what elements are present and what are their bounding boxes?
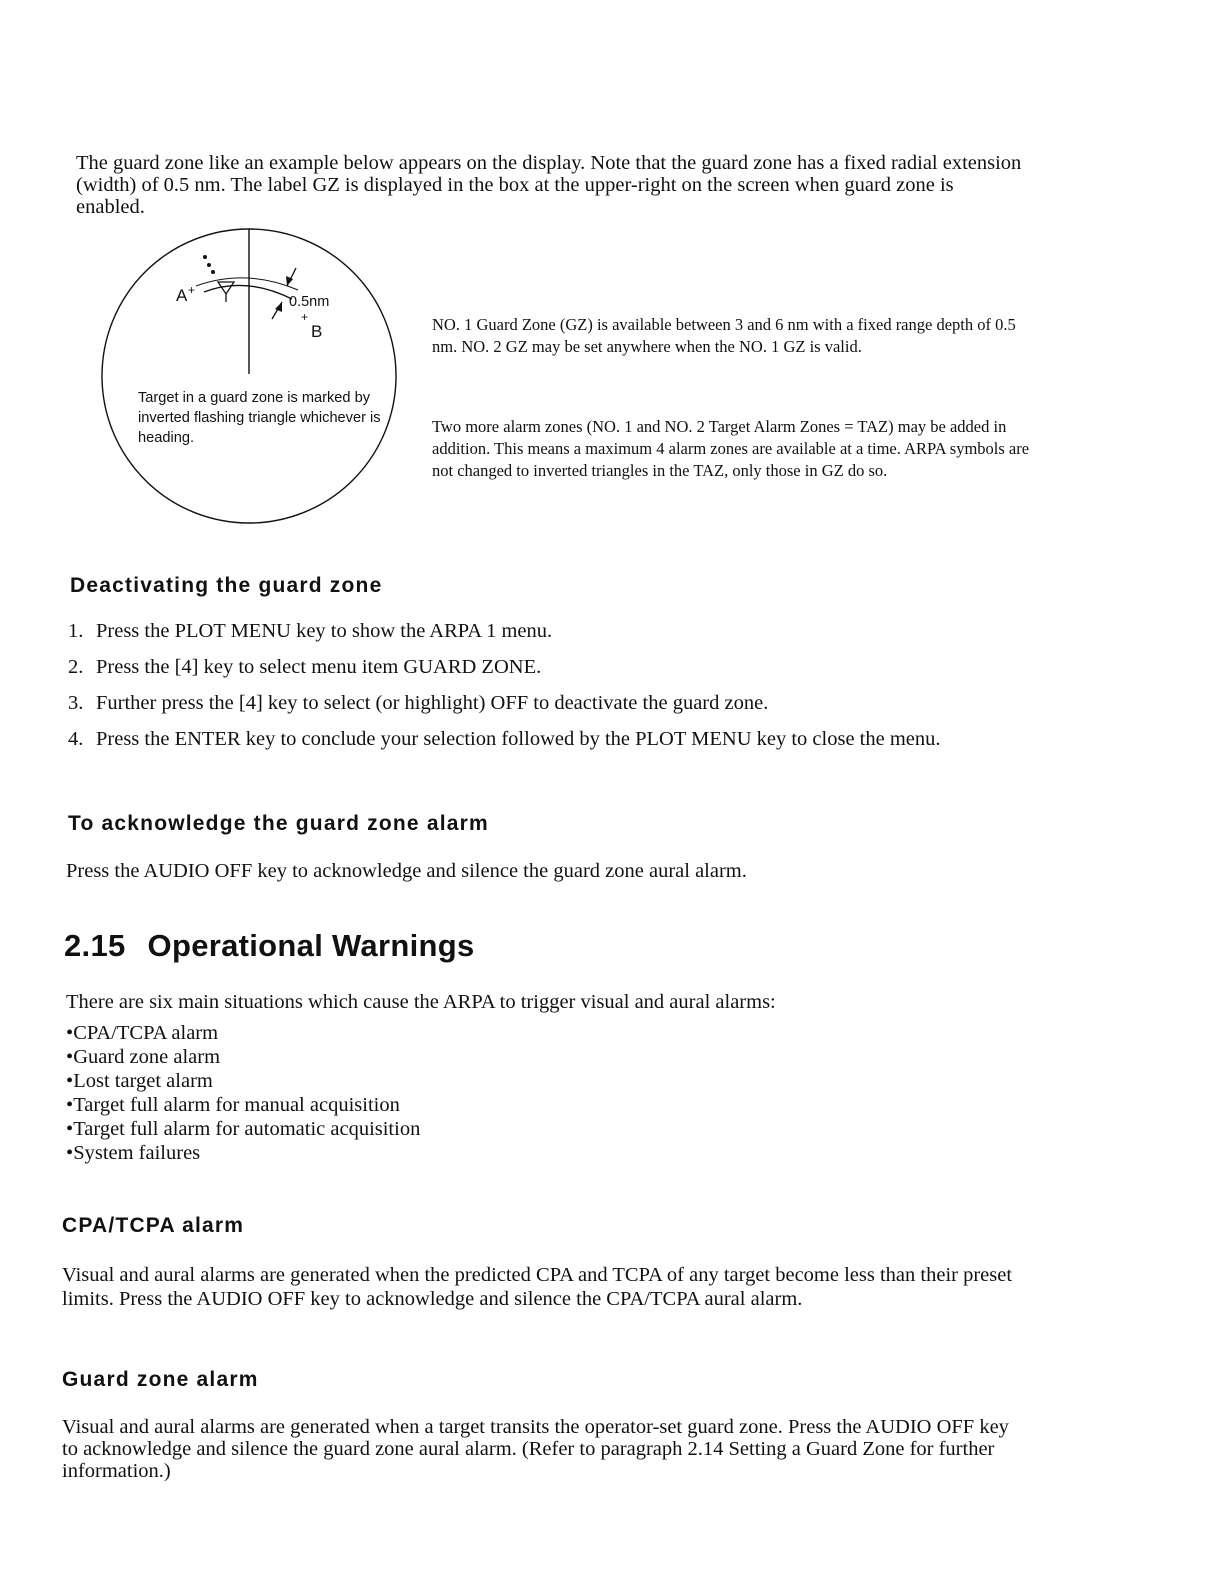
guard-zone-diagram xyxy=(96,224,416,534)
target-trail-dot xyxy=(203,255,207,259)
heading-guard-zone-alarm: Guard zone alarm xyxy=(62,1368,259,1391)
deactivation-steps xyxy=(68,620,1028,764)
guard-zone-arc-outer xyxy=(196,278,298,290)
step-number: 2. xyxy=(68,656,84,678)
radar-scope-illustration xyxy=(96,224,416,534)
target-trail-dot xyxy=(211,270,215,274)
guard-zone-arc-inner xyxy=(204,285,292,299)
list-item xyxy=(68,620,1028,642)
section-intro: There are six main situations which cause the ARPA to trigger visual and aural alarms: xyxy=(66,991,776,1013)
plus-marker-b: + xyxy=(301,310,309,324)
list-item: • System failures xyxy=(66,1141,420,1165)
section-title xyxy=(64,928,475,964)
list-item: • Target full alarm for manual acquisition xyxy=(66,1093,420,1117)
heading-acknowledge: To acknowledge the guard zone alarm xyxy=(68,812,489,835)
inverted-triangle-icon xyxy=(218,282,234,294)
section-number: 2.15 xyxy=(64,928,126,963)
note-taz: Two more alarm zones (NO. 1 and NO. 2 Target Alarm Zones = TAZ) may be added in addition. This means a maximum 4 alarm zones are available at a time. ARPA symbols are not changed to inverted triangles in the TAZ, only those in GZ do so. xyxy=(432,417,1030,480)
step-text: Press the PLOT MENU key to show the ARPA 1 menu. xyxy=(96,620,553,642)
cpa-paragraph: Visual and aural alarms are generated when the predicted CPA and TCPA of any target become less than their preset limits. Press the AUDIO OFF key to acknowledge and silence the CPA/TCPA aural alarm. xyxy=(62,1264,1013,1310)
step-number: 4. xyxy=(68,728,84,750)
list-item: • Guard zone alarm xyxy=(66,1045,420,1069)
target-label-b: B xyxy=(311,322,323,341)
heading-cpa-tcpa: CPA/TCPA alarm xyxy=(62,1214,245,1237)
zone-width-label: 0.5nm xyxy=(289,294,330,310)
list-item: • CPA/TCPA alarm xyxy=(66,1021,420,1045)
step-number: 3. xyxy=(68,692,84,714)
step-text: Press the [4] key to select menu item GUARD ZONE. xyxy=(96,656,542,678)
list-item xyxy=(68,728,1028,750)
section-title-text: Operational Warnings xyxy=(147,928,475,963)
plus-marker-a: + xyxy=(188,283,196,297)
step-text: Press the ENTER key to conclude your selection followed by the PLOT MENU key to close the menu. xyxy=(96,728,941,750)
acknowledge-paragraph: Press the AUDIO OFF key to acknowledge and silence the guard zone aural alarm. xyxy=(66,860,747,882)
step-text: Further press the [4] key to select (or highlight) OFF to deactivate the guard zone. xyxy=(96,692,769,714)
step-number: 1. xyxy=(68,620,84,642)
note-gz-range: NO. 1 Guard Zone (GZ) is available between 3 and 6 nm with a fixed range depth of 0.5 nm. NO. 2 GZ may be set anywhere when the NO. 1 GZ is valid. xyxy=(432,315,1016,356)
target-label-a: A xyxy=(176,286,188,305)
list-item xyxy=(68,656,1028,678)
diagram-caption: Target in a guard zone is marked by inverted flashing triangle whichever is heading. xyxy=(138,390,381,446)
guard-zone-alarm-paragraph: Visual and aural alarms are generated when a target transits the operator-set guard zone. Press the AUDIO OFF key to acknowledge and silence the guard zone aural alarm. (Refer to paragraph 2.14 Setting a Guard Zone for further information.) xyxy=(62,1416,1009,1482)
width-arrowhead-bottom xyxy=(275,302,282,312)
list-item: • Target full alarm for automatic acquisition xyxy=(66,1117,420,1141)
heading-deactivating: Deactivating the guard zone xyxy=(70,574,383,597)
intro-paragraph: The guard zone like an example below appears on the display. Note that the guard zone has a fixed radial extension (width) of 0.5 nm. The label GZ is displayed in the box at the upper-right on the screen when guard zone is enabled. xyxy=(76,152,1022,218)
list-item xyxy=(68,692,1028,714)
target-trail-dot xyxy=(207,263,211,267)
list-item: • Lost target alarm xyxy=(66,1069,420,1093)
alarm-list xyxy=(66,1021,420,1165)
